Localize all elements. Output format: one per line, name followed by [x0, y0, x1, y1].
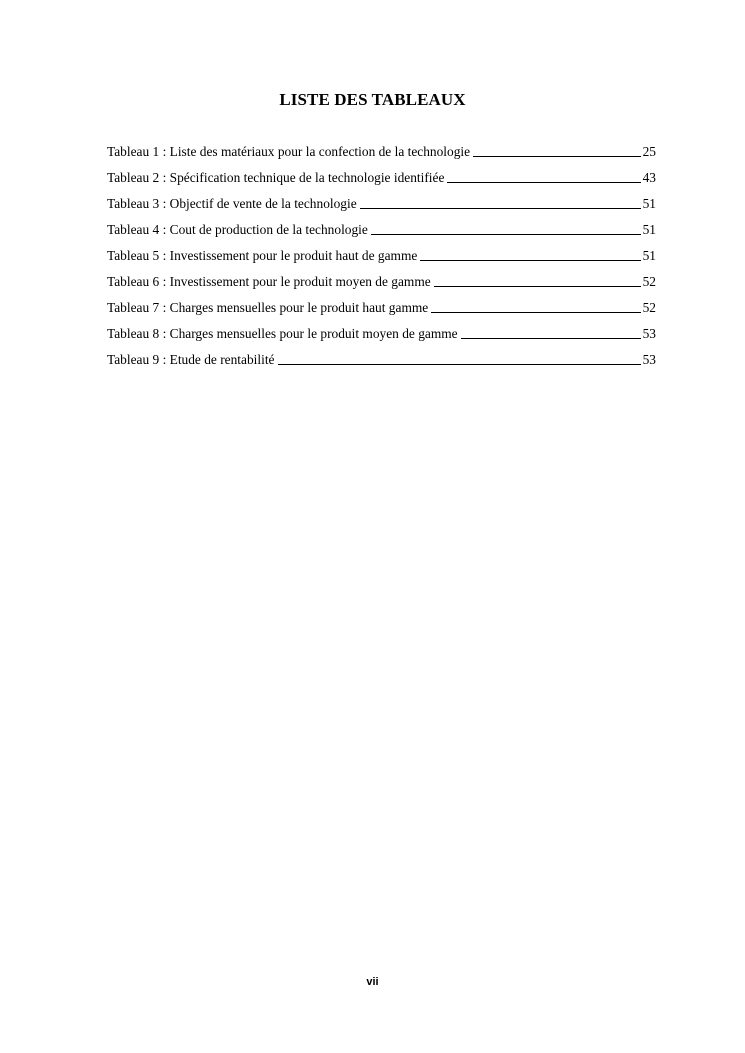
toc-entry-page: 51: [642, 248, 656, 263]
toc-leader-line: [278, 364, 641, 365]
toc-entry-1[interactable]: [107, 144, 656, 170]
toc-entry-page: 43: [642, 170, 656, 185]
toc-leader-line: [434, 286, 641, 287]
toc-entry-page: 51: [642, 222, 656, 237]
toc-leader-line: [420, 260, 640, 261]
page-number: vii: [366, 976, 379, 988]
toc-entry-page: 52: [642, 300, 656, 315]
toc-entry-label: Tableau 1 : Liste des matériaux pour la confection de la technologie: [107, 144, 471, 159]
toc-entry-page: 53: [642, 326, 656, 341]
toc-leader-line: [360, 208, 641, 209]
toc-entry-label: Tableau 3 : Objectif de vente de la technologie: [107, 196, 357, 211]
toc-entry-page: 51: [642, 196, 656, 211]
toc-entry-label: Tableau 4 : Cout de production de la technologie: [107, 222, 368, 237]
toc-leader-line: [431, 312, 640, 313]
page-title: LISTE DES TABLEAUX: [279, 90, 466, 109]
toc-entry-5[interactable]: [107, 248, 656, 274]
toc-entry-label: Tableau 2 : Spécification technique de la technologie identifiée: [107, 170, 445, 185]
toc-leader-line: [473, 156, 641, 157]
toc-entry-6[interactable]: [107, 274, 656, 300]
toc-entry-label: Tableau 8 : Charges mensuelles pour le produit moyen de gamme: [107, 326, 458, 341]
toc-entry-9[interactable]: [107, 352, 656, 378]
toc-entry-3[interactable]: [107, 196, 656, 222]
toc-entry-label: Tableau 9 : Etude de rentabilité: [107, 352, 275, 367]
toc-leader-line: [461, 338, 641, 339]
toc-entry-page: 25: [642, 144, 656, 159]
toc-entry-2[interactable]: [107, 170, 656, 196]
toc-entry-page: 52: [642, 274, 656, 289]
toc-entry-label: Tableau 5 : Investissement pour le produit haut de gamme: [107, 248, 418, 263]
toc-entry-7[interactable]: [107, 300, 656, 326]
toc-entry-label: Tableau 7 : Charges mensuelles pour le produit haut gamme: [107, 300, 429, 315]
toc-entry-page: 53: [642, 352, 656, 367]
toc-entry-8[interactable]: [107, 326, 656, 352]
toc-entry-4[interactable]: [107, 222, 656, 248]
toc-entry-label: Tableau 6 : Investissement pour le produit moyen de gamme: [107, 274, 431, 289]
list-of-tables: [107, 144, 656, 378]
toc-leader-line: [447, 182, 640, 183]
toc-leader-line: [371, 234, 641, 235]
